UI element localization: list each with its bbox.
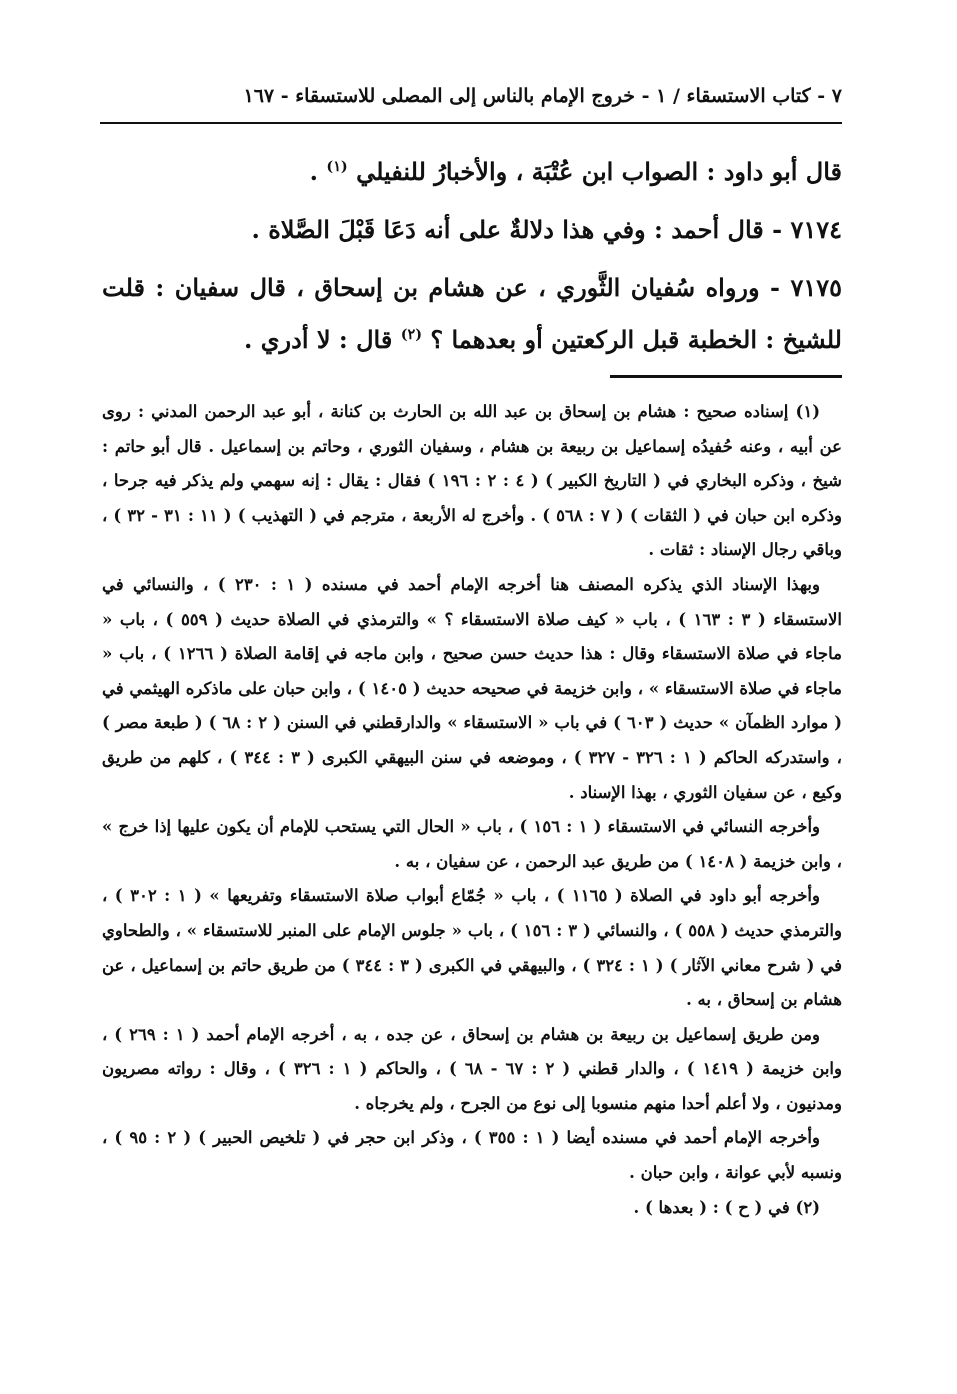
footnote-paragraph: وأخرجه الإمام أحمد في مسنده أيضا ( ١ : ٣٥٥ ) ، وذكر ابن حجر في ( تلخيص الحبير ) ( ٢ : ٩٥ ) ، ونسبه لأبي عوانة ، وابن حبان . xyxy=(102,1128,842,1183)
footnote-separator xyxy=(610,375,842,378)
footnote-ref-1: (١) xyxy=(326,158,348,175)
footnotes xyxy=(102,395,842,1225)
running-header xyxy=(100,82,842,124)
footnote-2: (٢) في ( ح ) : ( بعدها ) . xyxy=(633,1197,820,1217)
footnote-paragraph: ومن طريق إسماعيل بن ربيعة بن هشام بن إسحاق ، عن جده ، به ، أخرجه الإمام أحمد ( ١ : ٢٦٩ ) ، وابن خزيمة ( ١٤١٩ ) ، والدار قطني ( ٢ : ٦٧ - ٦٨ ) ، والحاكم ( ١ : ٣٢٦ ) ، وقال : رواته مصريون ومدنيون ، ولا أعلم أحدا منهم منسوبا إلى نوع من الجرح ، ولم يخرجاه . xyxy=(102,1024,842,1113)
main-line-1-end: . xyxy=(309,157,319,186)
footnote-1: (١) إسناده صحيح : هشام بن إسحاق بن عبد الله بن الحارث بن كنانة ، أبو عبد الرحمن المدني : روى عن أبيه ، وعنه حُفيدُه إسماعيل بن ربيعة بن هشام ، وسفيان الثوري ، وحاتم بن إسماعيل . قال أبو حاتم : شيخ ، وذكره البخاري في ( التاريخ الكبير ) ( ٤ : ٢ : ١٩٦ ) فقال : يقال : إنه سهمي ولم يذكر فيه جرحا ، وذكره ابن حبان في ( الثقات ) ( ٧ : ٥٦٨ ) . وأخرج له الأربعة ، مترجم في ( التهذيب ) ( ١١ : ٣١ - ٣٢ ) ، وباقي رجال الإسناد : ثقات . xyxy=(102,402,842,560)
hadith-7175 xyxy=(102,262,842,366)
running-title: ٧ - كتاب الاستسقاء / ١ - خروج الإمام بالناس إلى المصلى للاستسقاء - ١٦٧ xyxy=(243,85,842,107)
footnote-paragraph: وأخرجه أبو داود في الصلاة ( ١١٦٥ ) ، باب « جُمّاع أبواب صلاة الاستسقاء وتفريعها » ( ١ : ٣٠٢ ) ، والترمذي حديث ( ٥٥٨ ) ، والنسائي ( ٣ : ١٥٦ ) ، باب « جلوس الإمام على المنبر للاستسقاء » ، والطحاوي في ( شرح معاني الآثار ) ( ١ : ٣٢٤ ) ، والبيهقي في الكبرى ( ٣ : ٣٤٤ ) من طريق حاتم بن إسماعيل ، عن هشام بن إسحاق ، به . xyxy=(102,886,842,1010)
hadith-7174: ٧١٧٤ - قال أحمد : وفي هذا دلالةٌ على أنه دَعَا قَبْلَ الصَّلاة . xyxy=(251,215,842,244)
footnote-paragraph: وأخرجه النسائي في الاستسقاء ( ١ : ١٥٦ ) ، باب « الحال التي يستحب للإمام أن يكون عليها إذا خرج » ، وابن خزيمة ( ١٤٠٨ ) من طريق عبد الرحمن ، عن سفيان ، به . xyxy=(102,817,842,871)
hadith-7175-end: قال : لا أدري . xyxy=(244,325,393,354)
main-line-abu-dawud xyxy=(102,146,842,198)
hadith-7175-text: ٧١٧٥ - ورواه سُفيان الثَّوري ، عن هشام بن إسحاق ، قال سفيان : قلت للشيخ : الخطبة قبل الركعتين أو بعدهما ؟ xyxy=(102,273,842,354)
footnote-ref-2: (٢) xyxy=(400,326,423,343)
main-line-1-text: قال أبو داود : الصواب ابن عُتْبَة ، والأخبارُ للنفيلي xyxy=(356,157,842,186)
footnote-paragraph: وبهذا الإسناد الذي يذكره المصنف هنا أخرجه الإمام أحمد في مسنده ( ١ : ٢٣٠ ) ، والنسائي في الاستسقاء ( ٣ : ١٦٣ ) ، باب « كيف صلاة الاستسقاء ؟ » والترمذي في الصلاة حديث ( ٥٥٩ ) ، باب « ماجاء في صلاة الاستسقاء وقال : هذا حديث حسن صحيح ، وابن ماجه في إقامة الصلاة ( ١٢٦٦ ) ، باب « ماجاء في صلاة الاستسقاء » ، وابن خزيمة في صحيحه حديث ( ١٤٠٥ ) ، وابن حبان على ماذكره الهيثمي في ( موارد الظمآن » حديث ( ٦٠٣ ) في باب « الاستسقاء » والدارقطني في السنن ( ٢ : ٦٨ ) ( طبعة مصر ) ، واستدركه الحاكم ( ١ : ٣٢٦ - ٣٢٧ ) ، وموضعه في سنن البيهقي الكبرى ( ٣ : ٣٤٤ ) ، كلهم من طريق وكيع ، عن سفيان الثوري ، بهذا الإسناد . xyxy=(102,574,843,802)
main-text xyxy=(102,146,842,366)
